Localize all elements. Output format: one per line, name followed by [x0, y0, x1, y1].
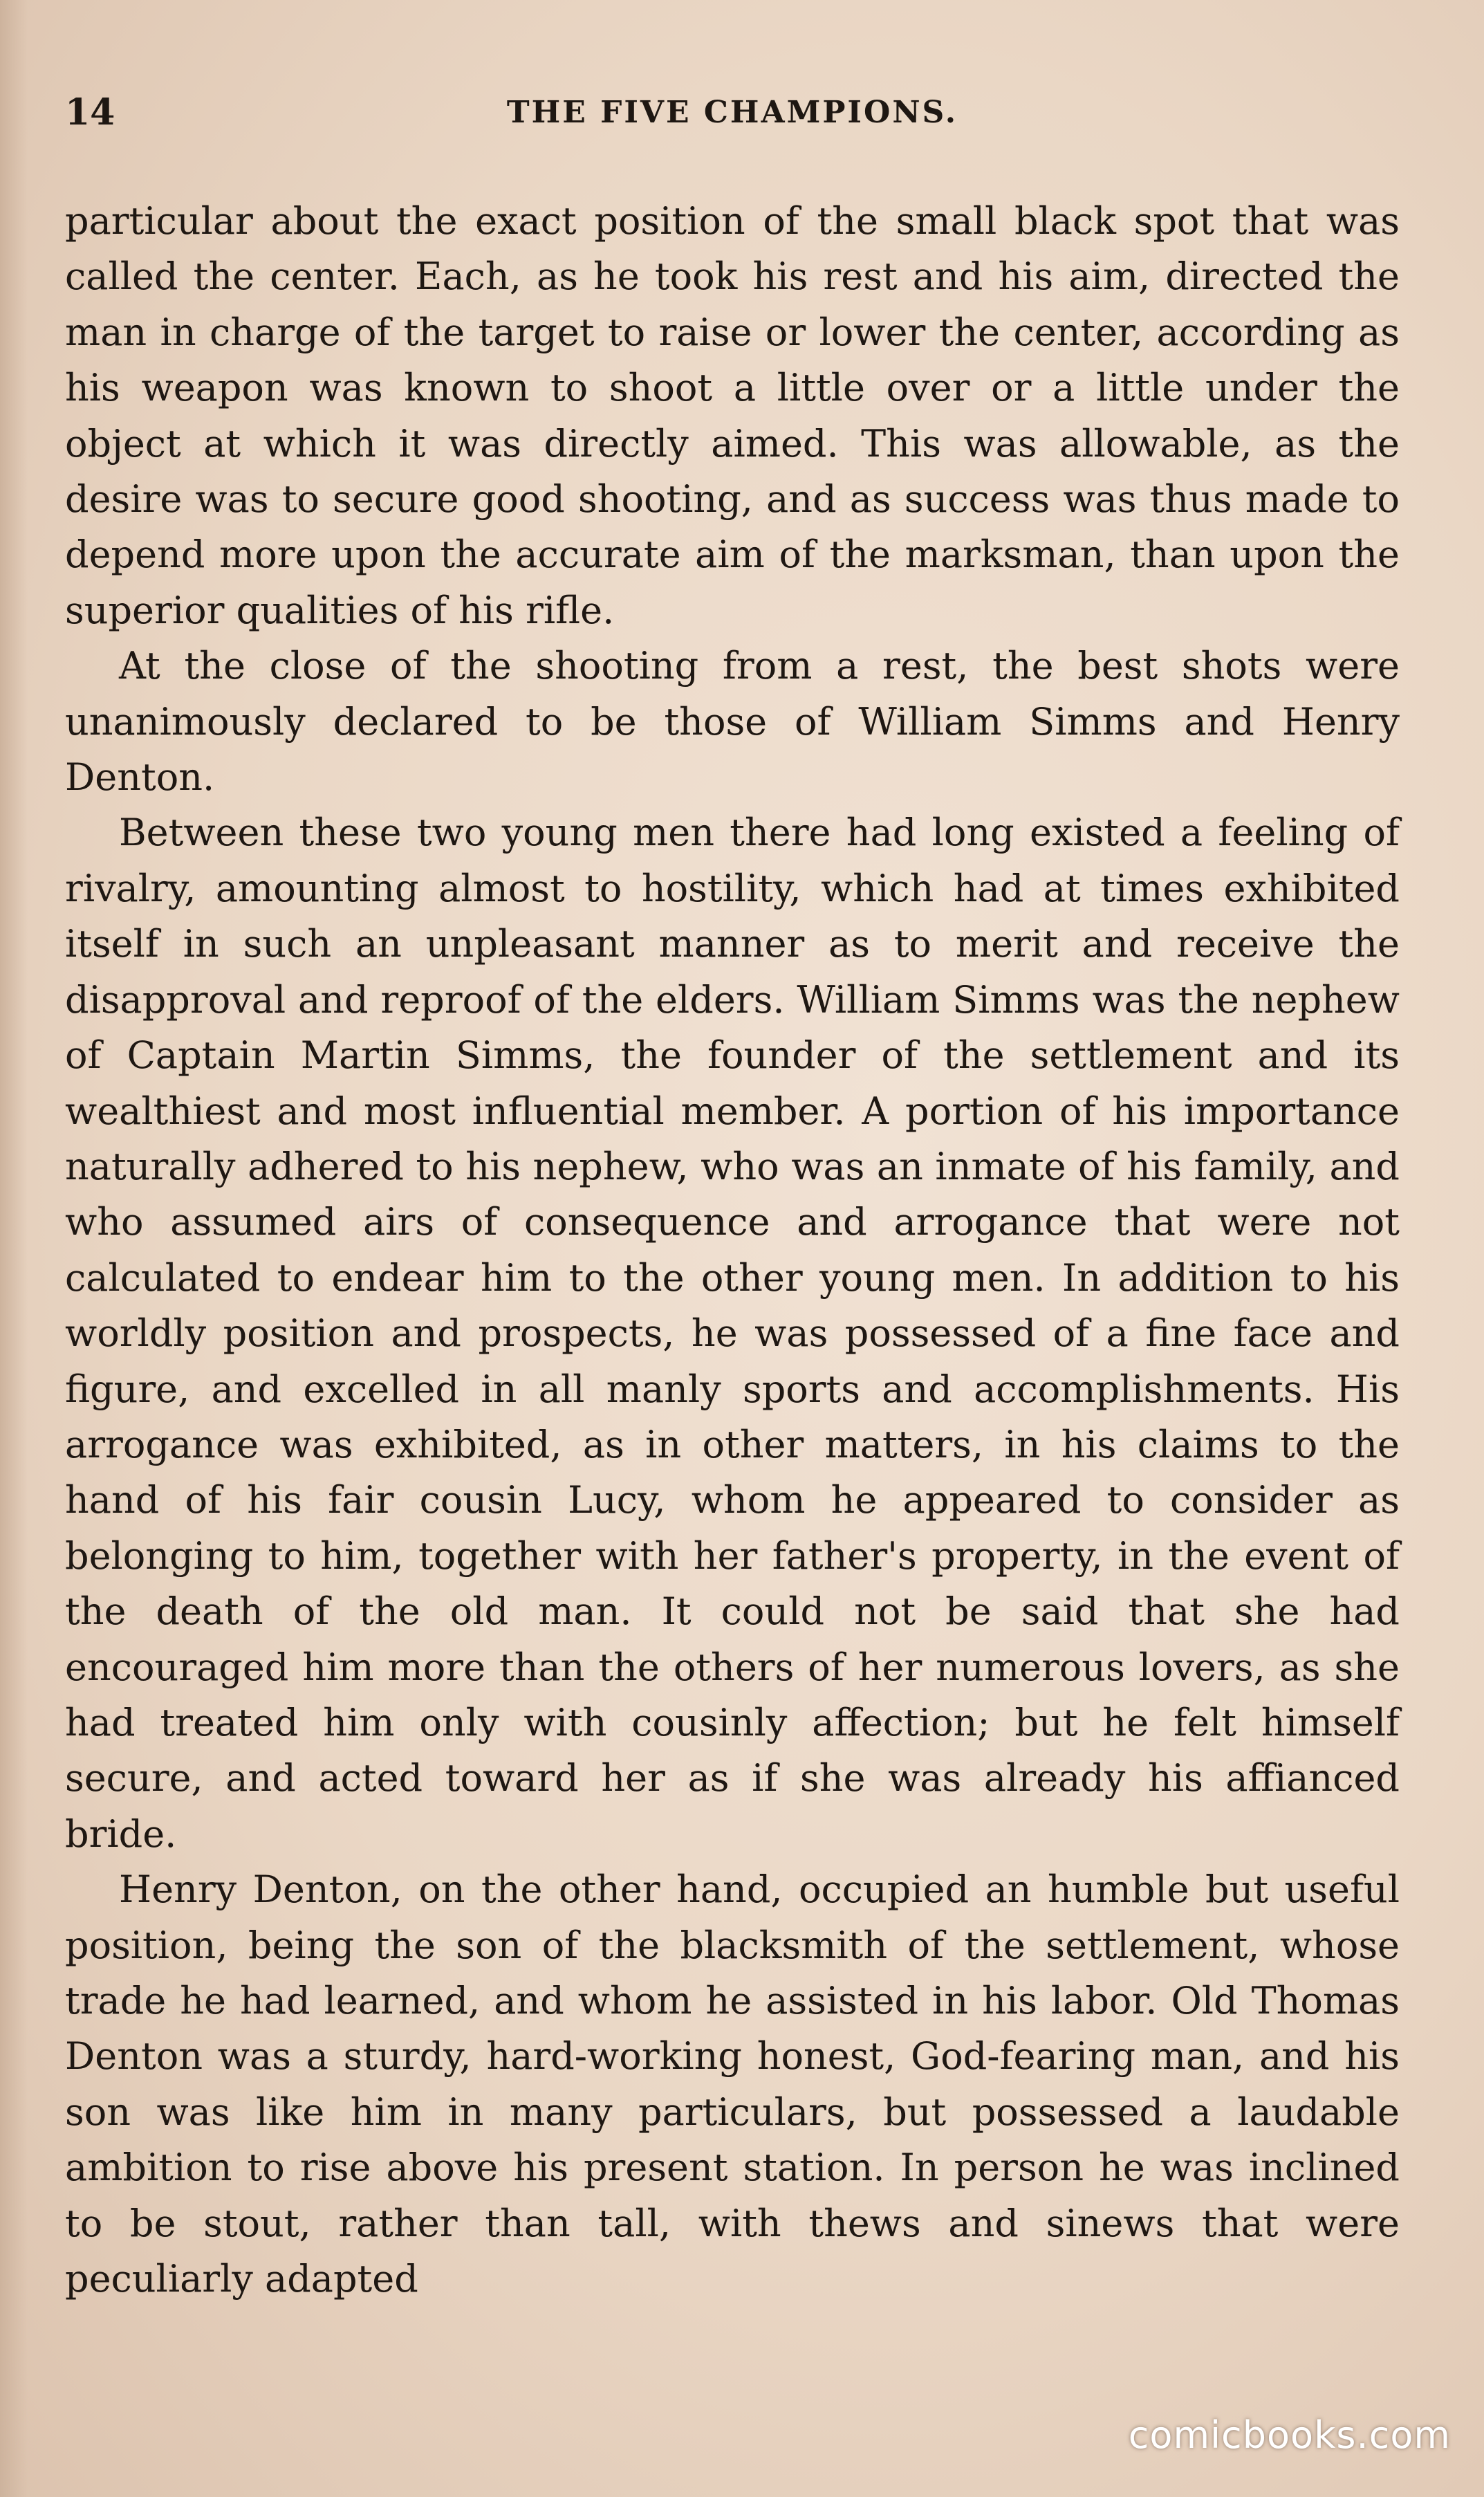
page-edge-shadow [0, 0, 28, 2497]
watermark: comicbooks.com [1128, 2413, 1451, 2457]
running-title: THE FIVE CHAMPIONS. [506, 95, 958, 130]
paragraph: particular about the exact position of the small black spot that was called the center. Each, as he took his rest and his aim, directed the man in charge of the target to raise or lower the center, according as his weapon was known to shoot a little over or a little under the object at which it was directly aimed. This was allowable, as the desire was to secure good shooting, and as success was thus made to depend more upon the accurate aim of the marksman, than upon the superior qualities of his rifle. [65, 199, 1400, 632]
paragraph: Henry Denton, on the other hand, occupied an humble but useful position, being the son of the blacksmith of the settlement, whose trade he had learned, and whom he assisted in his labor. Old Thomas Denton was a sturdy, hard-working honest, God-fearing man, and his son was like him in many particulars, but possessed a laudable ambition to rise above his present station. In person he was inclined to be stout, rather than tall, with thews and sinews that were peculiarly adapted [65, 1868, 1400, 2301]
paragraph: Between these two young men there had long existed a feeling of rivalry, amounting almost to hostility, which had at times exhibited itself in such an unpleasant manner as to merit and receive the disapproval and reproof of the elders. William Simms was the nephew of Captain Martin Simms, the founder of the settlement and its wealthiest and most influential member. A portion of his importance naturally adhered to his nephew, who was an inmate of his family, and who assumed airs of consequence and arrogance that were not calculated to endear him to the other young men. In addition to his worldly position and prospects, he was possessed of a fine face and figure, and excelled in all manly sports and accomplishments. His arrogance was exhibited, as in other matters, in his claims to the hand of his fair cousin Lucy, whom he appeared to consider as belonging to him, together with her father's property, in the event of the death of the old man. It could not be said that she had encouraged him more than the others of her numerous lovers, as she had treated him only with cousinly affection; but he felt himself secure, and acted toward her as if she was already his affianced bride. [65, 811, 1400, 1856]
body-text [65, 194, 1400, 2307]
page-number: 14 [65, 91, 115, 133]
paragraph: At the close of the shooting from a rest, the best shots were unanimously declared to be those of William Simms and Henry Denton. [65, 644, 1400, 800]
page-header [65, 82, 1400, 144]
